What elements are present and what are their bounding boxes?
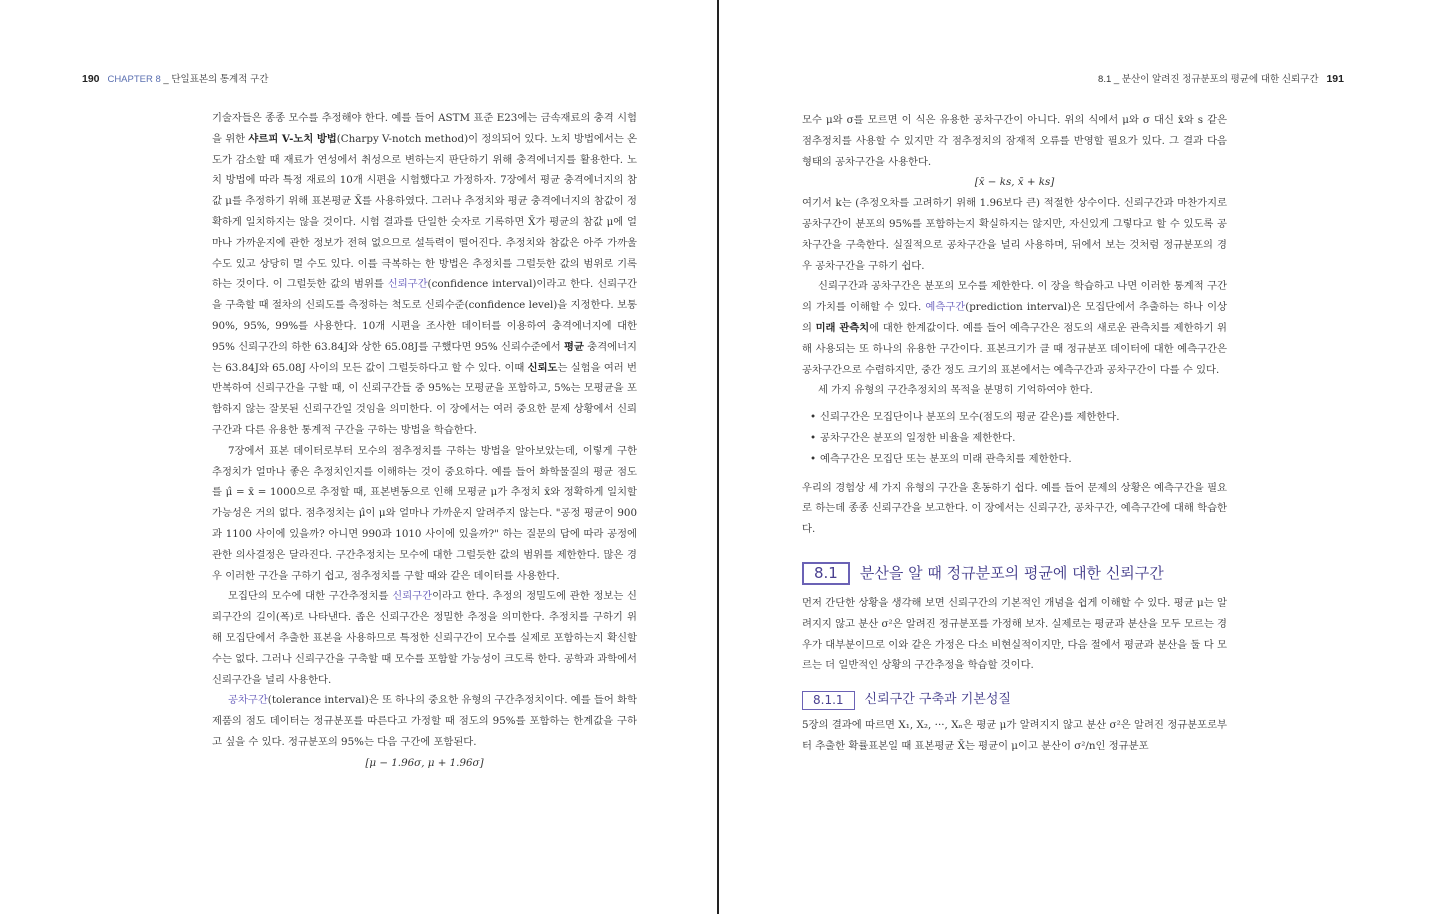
subsection-heading (802, 690, 1227, 711)
subsection-number: 8.1.1 (802, 691, 855, 710)
section-heading (802, 562, 1227, 585)
paragraph: 기술자들은 종종 모수를 추정해야 한다. 예를 들어 ASTM 표준 E23에는 금속재료의 충격 시험을 위한 샤르피 V-노치 방법(Charpy V-notch method)이 정의되어 있다. 노치 방법에서는 온도가 감소할 때 재료가 연성에서 취성으로 변하는지 판단하기 위해 충격에너지를 활용한다. 노치 방법에 따라 특정 재료의 10개 시편을 시험했다고 가정하자. 7장에서 평균 충격에너지의 참값 μ를 추정하기 위해 표본평균 X̄를 사용하였다. 그러나 추정치와 평균 충격에너지의 참값이 정확하게 일치하지는 않을 것이다. 시험 결과를 단일한 숫자로 기록하면 X̄가 평균의 참값 μ에 얼마나 가까운지에 관한 정보가 전혀 없으므로 설득력이 떨어진다. 추정치와 참값은 아주 가까울 수도 있고 상당히 멀 수도 있다. 이를 극복하는 한 방법은 추정치를 그럴듯한 값의 범위로 기록하는 것이다. 이 그럴듯한 값의 범위를 신뢰구간(confidence interval)이라고 한다. 신뢰구간을 구축할 때 절차의 신뢰도를 측정하는 척도로 신뢰수준(confidence level)을 지정한다. 보통 90%, 95%, 99%를 사용한다. 10개 시편을 조사한 데이터를 이용하여 충격에너지에 대한 95% 신뢰구간의 하한 63.84J와 상한 65.08J를 구했다면 95% 신뢰수준에서 평균 충격에너지는 63.84J와 65.08J 사이의 모든 값이 그럴듯하다고 할 수 있다. 이때 신뢰도는 실험을 여러 번 반복하여 신뢰구간을 구할 때, 이 신뢰구간들 중 95%는 모평균을 포함하고, 5%는 모평균을 포함하지 않는 잘못된 신뢰구간일 것임을 의미한다. 이 장에서는 여러 중요한 문제 상황에서 신뢰구간과 다른 유용한 통계적 구간을 구하는 방법을 학습한다. (212, 112, 638, 436)
list-item: • 예측구간은 모집단 또는 분포의 미래 관측치를 제한한다. (820, 449, 1227, 470)
left-page (0, 0, 718, 914)
right-page-header (1098, 71, 1344, 85)
right-page (720, 0, 1437, 914)
term-link[interactable]: 신뢰구간 (387, 278, 428, 291)
term-link[interactable]: 신뢰구간 (392, 590, 433, 603)
paragraph: 우리의 경험상 세 가지 유형의 구간을 혼동하기 쉽다. 예를 들어 문제의 상황은 예측구간을 필요로 하는데 종종 신뢰구간을 보고한다. 이 장에서는 신뢰구간, 공차구간, 예측구간에 대해 학습한다. (802, 481, 1227, 536)
paragraph: 모수 μ와 σ를 모르면 이 식은 유용한 공차구간이 아니다. 위의 식에서 μ와 σ 대신 x̄와 s 같은 점추정치를 사용할 수 있지만 각 점추정치의 잠재적 오류를 반영할 필요가 있다. 그 결과 다음 형태의 공차구간을 사용한다. (802, 114, 1227, 168)
left-header-title: _ 단일표본의 통계적 구간 (163, 74, 269, 85)
left-page-header (82, 71, 268, 85)
paragraph: 5장의 결과에 따르면 X₁, X₂, ···, Xₙ은 평균 μ가 알려지지 않고 분산 σ²은 알려진 정규분포로부터 추출한 확률표본일 때 표본평균 X̄는 평균이 μ이고 분산이 σ²/n인 정규분포 (802, 718, 1227, 752)
left-page-number: 190 (82, 73, 100, 85)
bullet-list (802, 407, 1227, 469)
chapter-label: CHAPTER 8 (107, 74, 161, 85)
paragraph: 신뢰구간과 공차구간은 분포의 모수를 제한한다. 이 장을 학습하고 나면 이러한 통계적 구간의 가치를 이해할 수 있다. 예측구간(prediction interval)은 모집단에서 추출하는 하나 이상의 미래 관측치에 대한 한계값이다. 예를 들어 예측구간은 점도의 새로운 관측치를 제한하기 위해 사용되는 또 하나의 유용한 구간이다. 표본크기가 클 때 정규분포 데이터에 대한 예측구간은 공차구간으로 수렴하지만, 중간 정도 크기의 표본에서는 예측구간과 공차구간이 다를 수 있다. (802, 280, 1227, 376)
left-page-body (212, 108, 637, 774)
paragraph: 세 가지 유형의 구간추정치의 목적을 분명히 기억하여야 한다. (818, 384, 1093, 397)
paragraph: 공차구간(tolerance interval)은 또 하나의 중요한 유형의 구간추정치이다. 예를 들어 화학제품의 점도 데이터는 정규분포를 따른다고 가정할 때 점도의 95%를 포함하는 한계값을 구하고 싶을 수 있다. 정규분포의 95%는 다음 구간에 포함된다. (212, 694, 637, 748)
list-item: • 공차구간은 분포의 일정한 비율을 제한한다. (820, 428, 1227, 449)
formula: [x̄ − ks, x̄ + ks] (974, 176, 1055, 189)
right-page-number: 191 (1326, 73, 1344, 85)
section-number: 8.1 (802, 562, 850, 585)
term-link[interactable]: 예측구간 (925, 301, 966, 314)
right-header-title: 8.1 _ 분산이 알려진 정규분포의 평균에 대한 신뢰구간 (1098, 74, 1319, 85)
right-page-body (802, 110, 1227, 757)
paragraph: 먼저 간단한 상황을 생각해 보면 신뢰구간의 기본적인 개념을 쉽게 이해할 수 있다. 평균 μ는 알려지지 않고 분산 σ²은 알려진 정규분포를 가정해 보자. 실제로는 평균과 분산을 모두 모르는 경우가 대부분이므로 이와 같은 가정은 다소 비현실적이지만, 다음 절에서 평균과 분산을 둘 다 모르는 더 일반적인 상황의 구간추정을 학습할 것이다. (802, 596, 1228, 672)
subsection-title: 신뢰구간 구축과 기본성질 (864, 692, 1011, 708)
paragraph: 7장에서 표본 데이터로부터 모수의 점추정치를 구하는 방법을 알아보았는데, 이렇게 구한 추정치가 얼마나 좋은 추정치인지를 이해하는 것이 중요하다. 예를 들어 화학물질의 평균 점도를 μ̂ = x̄ = 1000으로 추정할 때, 표본변동으로 인해 모평균 μ가 추정치 x̄와 정확하게 일치할 가능성은 거의 없다. 점추정치는 μ̂이 μ와 얼마나 가까운지 알려주지 않는다. "공정 평균이 900과 1100 사이에 있을까? 아니면 990과 1010 사이에 있을까?" 하는 질문의 답에 따라 공정에 관한 의사결정은 달라진다. 구간추정치는 모수에 대한 그럴듯한 값의 범위를 제한한다. 많은 경우 이러한 구간을 구하기 쉽고, 점추정치를 구할 때와 같은 데이터를 사용한다. (212, 444, 637, 582)
paragraph: 모집단의 모수에 대한 구간추정치를 신뢰구간이라고 한다. 추정의 정밀도에 관한 정보는 신뢰구간의 길이(폭)로 나타낸다. 좁은 신뢰구간은 정밀한 추정을 의미한다. 추정치를 구하기 위해 모집단에서 추출한 표본을 사용하므로 특정한 신뢰구간이 모수를 실제로 포함하는지 확신할 수는 없다. 그러나 신뢰구간을 구축할 때 모수를 포함할 가능성이 크도록 한다. 공학과 과학에서 신뢰구간을 널리 사용한다. (212, 590, 638, 686)
term-link[interactable]: 공차구간 (228, 694, 268, 707)
paragraph: 여기서 k는 (추정오차를 고려하기 위해 1.96보다 큰) 적절한 상수이다. 신뢰구간과 마찬가지로 공차구간이 분포의 95%를 포함하는지 확실하지는 않지만, 자신있게 그렇다고 할 수 있도록 공차구간을 구축한다. 실질적으로 공차구간을 널리 사용하며, 뒤에서 보는 것처럼 정규분포의 경우 공차구간을 구하기 쉽다. (802, 197, 1227, 272)
list-item: • 신뢰구간은 모집단이나 분포의 모수(점도의 평균 같은)를 제한한다. (820, 407, 1227, 428)
section-title: 분산을 알 때 정규분포의 평균에 대한 신뢰구간 (859, 564, 1164, 583)
formula: [μ − 1.96σ, μ + 1.96σ] (365, 756, 484, 769)
